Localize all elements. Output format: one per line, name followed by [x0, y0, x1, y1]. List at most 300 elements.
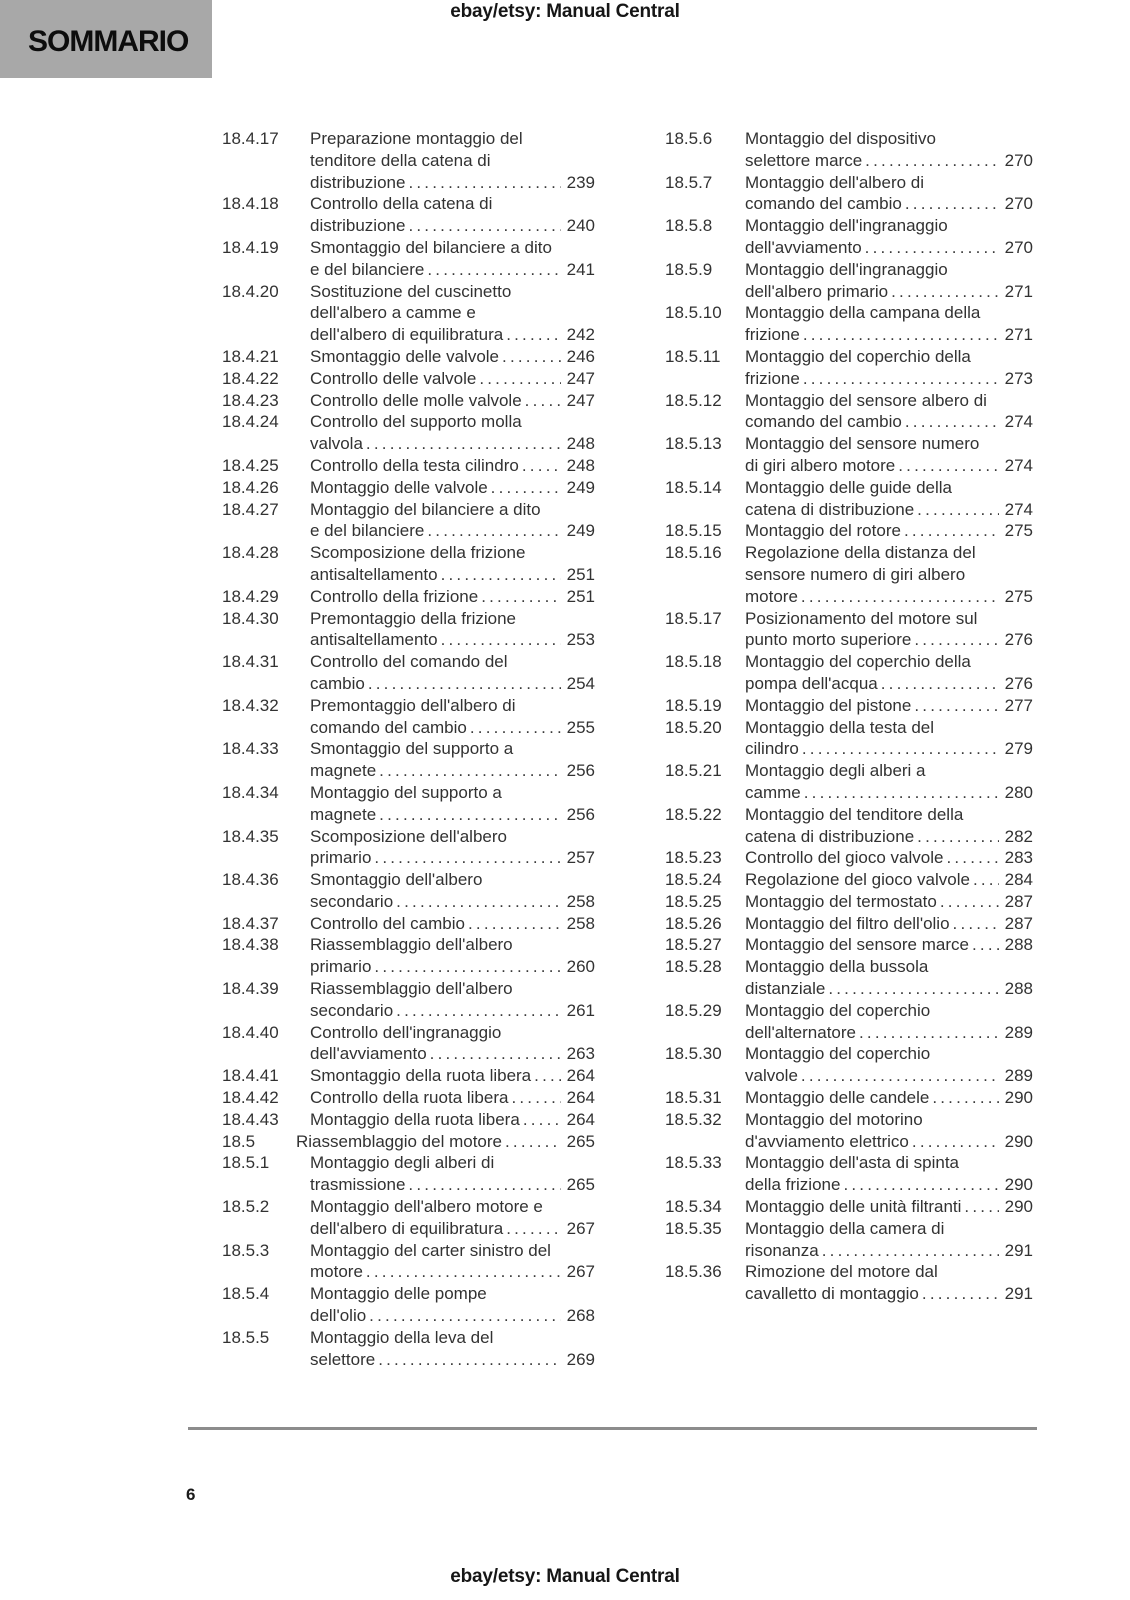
toc-entry-number: 18.5.1 [222, 1153, 270, 1173]
toc-title-text: distanziale [745, 979, 826, 999]
dot-leader [506, 1218, 561, 1240]
toc-entry-page: 247 [566, 390, 595, 410]
dot-leader [912, 1131, 999, 1153]
toc-entry-number: 18.4.25 [222, 455, 279, 475]
toc-column-right [665, 128, 1033, 1305]
toc-entry-number: 18.5.14 [665, 477, 722, 497]
dot-leader [525, 390, 561, 412]
toc-entry-title [310, 1283, 595, 1327]
toc-entry-page: 249 [566, 477, 595, 497]
toc-entry-page: 279 [1004, 739, 1033, 759]
toc-title-line: Montaggio del motorino [745, 1109, 923, 1129]
dot-leader [865, 237, 999, 259]
toc-title-line: Scomposizione dell'albero [310, 826, 507, 846]
toc-title-last-line [745, 738, 1033, 760]
toc-entry-page: 256 [566, 761, 595, 781]
toc-title-text: valvole [745, 1066, 798, 1086]
dot-leader [366, 1261, 561, 1283]
toc-entry-number: 18.5.11 [665, 346, 721, 366]
dot-leader [534, 1065, 561, 1087]
toc-entry [222, 1065, 595, 1087]
toc-entry-title [745, 1261, 1033, 1305]
toc-entry [222, 128, 595, 193]
toc-entry-title [310, 128, 595, 193]
dot-leader [408, 1174, 561, 1196]
toc-entry-page: 274 [1004, 499, 1033, 519]
dot-leader [914, 629, 999, 651]
toc-title-line: dell'albero a camme e [310, 303, 476, 323]
toc-entry-page: 264 [566, 1109, 595, 1129]
toc-entry-page: 256 [566, 804, 595, 824]
toc-entry-title [310, 913, 595, 935]
toc-entry [222, 411, 595, 455]
toc-entry-title [745, 1152, 1033, 1196]
footer-title: ebay/etsy: Manual Central [450, 1566, 680, 1587]
toc-entry-title [745, 259, 1033, 303]
toc-entry-page: 260 [566, 957, 595, 977]
toc-entry-number: 18.5.26 [665, 913, 722, 933]
toc-entry-number: 18.4.19 [222, 237, 279, 257]
toc-entry-title [310, 586, 595, 608]
toc-entry [665, 172, 1033, 216]
toc-entry-title [745, 847, 1033, 869]
toc-entry-page: 247 [566, 368, 595, 388]
toc-title-last-line [310, 1087, 595, 1109]
toc-title-last-line [745, 1131, 1033, 1153]
toc-entry [665, 1218, 1033, 1262]
toc-entry [665, 302, 1033, 346]
toc-entry-page: 251 [566, 564, 595, 584]
toc-title-last-line [745, 1283, 1033, 1305]
toc-title-text: Controllo delle valvole [310, 368, 477, 388]
toc-title-text: secondario [310, 891, 394, 911]
dot-leader [396, 1000, 561, 1022]
toc-entry-page: 269 [566, 1349, 595, 1369]
toc-entry [222, 1283, 595, 1327]
toc-title-line: Smontaggio del bilanciere a dito [310, 237, 552, 257]
toc-entry-number: 18.5.10 [665, 303, 722, 323]
toc-entry-number: 18.5.19 [665, 695, 722, 715]
toc-entry-number: 18.4.18 [222, 194, 279, 214]
toc-entry-title [310, 1109, 595, 1131]
dot-leader [441, 564, 561, 586]
toc-entry-page: 257 [566, 848, 595, 868]
toc-title-last-line [745, 150, 1033, 172]
toc-entry-page: 275 [1004, 586, 1033, 606]
toc-title-last-line [745, 193, 1033, 215]
toc-entry [665, 1196, 1033, 1218]
toc-title-last-line [745, 782, 1033, 804]
toc-entry-number: 18.5.8 [665, 216, 713, 236]
toc-title-line: Montaggio del coperchio [745, 1044, 931, 1064]
dot-leader [972, 934, 999, 956]
toc-entry [665, 913, 1033, 935]
toc-title-line: Preparazione montaggio del [310, 129, 523, 148]
toc-entry-number: 18.5.6 [665, 129, 713, 148]
toc-entry-page: 290 [1004, 1197, 1033, 1217]
toc-title-last-line [310, 390, 595, 412]
toc-entry-title [310, 455, 595, 477]
toc-entry-title [745, 172, 1033, 216]
toc-title-text: comando del cambio [310, 717, 467, 737]
dot-leader [408, 172, 561, 194]
toc-entry-page: 276 [1004, 630, 1033, 650]
toc-entry-title [745, 956, 1033, 1000]
dot-leader [802, 738, 999, 760]
toc-title-last-line [310, 433, 595, 455]
toc-entry-title [310, 477, 595, 499]
toc-entry [665, 651, 1033, 695]
toc-title-text: frizione [745, 325, 800, 345]
toc-entry-page: 268 [566, 1306, 595, 1326]
toc-title-line: Montaggio del bilanciere a dito [310, 499, 541, 519]
toc-entry-number: 18.4.20 [222, 281, 279, 301]
toc-entry [222, 738, 595, 782]
toc-entry-page: 273 [1004, 368, 1033, 388]
toc-entry-number: 18.4.30 [222, 608, 279, 628]
toc-entry-page: 240 [566, 216, 595, 236]
toc-title-text: comando del cambio [745, 412, 902, 432]
toc-title-line: Regolazione della distanza del [745, 543, 976, 563]
toc-title-last-line [310, 368, 595, 390]
toc-entry-title [310, 826, 595, 870]
toc-entry [665, 934, 1033, 956]
toc-title-last-line [310, 586, 595, 608]
dot-leader [804, 782, 999, 804]
toc-entry-title [310, 237, 595, 281]
dot-leader [953, 913, 999, 935]
toc-title-last-line [310, 913, 595, 935]
dot-leader [369, 1305, 561, 1327]
toc-title-line: sensore numero di giri albero [745, 564, 966, 584]
toc-title-last-line [745, 499, 1033, 521]
toc-entry-page: 265 [566, 1175, 595, 1195]
toc-entry [222, 1022, 595, 1066]
toc-title-line: Montaggio delle pompe [310, 1284, 487, 1304]
toc-title-text: Controllo della ruota libera [310, 1088, 509, 1108]
toc-title-text: antisaltellamento [310, 630, 438, 650]
dot-leader [881, 673, 999, 695]
toc-entry-title [310, 738, 595, 782]
dot-leader [506, 324, 561, 346]
toc-entry-title [745, 608, 1033, 652]
toc-entry-title [745, 1196, 1033, 1218]
toc-entry-title [745, 717, 1033, 761]
toc-title-last-line [296, 1131, 595, 1153]
dot-leader [379, 804, 561, 826]
toc-title-text: frizione [745, 368, 800, 388]
dot-leader [891, 281, 999, 303]
toc-title-last-line [310, 1000, 595, 1022]
toc-title-text: Montaggio del sensore marce [745, 935, 969, 955]
toc-entry [665, 259, 1033, 303]
toc-title-text: risonanza [745, 1240, 819, 1260]
toc-entry [222, 542, 595, 586]
toc-entry-title [745, 804, 1033, 848]
dot-leader [479, 368, 561, 390]
toc-entry-number: 18.5.29 [665, 1000, 722, 1020]
toc-title-line: Montaggio del tenditore della [745, 804, 964, 824]
toc-entry [222, 869, 595, 913]
page-number: 6 [186, 1485, 196, 1504]
toc-entry-number: 18.4.26 [222, 477, 279, 497]
toc-entry-number: 18.4.40 [222, 1022, 279, 1042]
toc-title-line: tenditore della catena di [310, 150, 491, 170]
toc-entry-page: 287 [1004, 891, 1033, 911]
toc-entry [222, 1109, 595, 1131]
toc-entry-page: 290 [1004, 1088, 1033, 1108]
toc-entry [665, 869, 1033, 891]
toc-entry-title [310, 499, 595, 543]
toc-title-last-line [310, 259, 595, 281]
toc-title-text: valvola [310, 434, 363, 454]
toc-title-line: Montaggio della testa del [745, 717, 935, 737]
toc-title-text: magnete [310, 761, 377, 781]
toc-title-last-line [310, 520, 595, 542]
toc-entry [222, 477, 595, 499]
toc-entry-page: 282 [1004, 826, 1033, 846]
toc-entry-page: 276 [1004, 673, 1033, 693]
toc-entry [665, 608, 1033, 652]
toc-entry-number: 18.4.22 [222, 368, 279, 388]
toc-entry-title [310, 608, 595, 652]
dot-leader [917, 499, 999, 521]
toc-entry-title [310, 651, 595, 695]
toc-title-text: dell'avviamento [310, 1044, 427, 1064]
toc-title-last-line [745, 1087, 1033, 1109]
toc-entry [665, 346, 1033, 390]
toc-entry-page: 248 [566, 455, 595, 475]
toc-entry-title [745, 695, 1033, 717]
toc-entry-number: 18.4.28 [222, 543, 279, 563]
toc-entry-number: 18.5.12 [665, 390, 722, 410]
toc-entry-page: 267 [566, 1218, 595, 1238]
toc-title-last-line [310, 324, 595, 346]
toc-title-line: Montaggio degli alberi di [310, 1153, 495, 1173]
toc-entry-number: 18.5.2 [222, 1197, 270, 1217]
toc-title-line: Montaggio dell'ingranaggio [745, 259, 948, 279]
toc-title-line: Montaggio degli alberi a [745, 761, 926, 781]
toc-entry-page: 277 [1004, 695, 1033, 715]
toc-entry-page: 241 [566, 259, 595, 279]
toc-title-line: Controllo del comando del [310, 652, 508, 672]
dot-leader [843, 1174, 999, 1196]
toc-entry [222, 608, 595, 652]
toc-entry-title [310, 1087, 595, 1109]
toc-entry-number: 18.4.43 [222, 1109, 279, 1129]
toc-title-last-line [745, 368, 1033, 390]
dot-leader [932, 1087, 999, 1109]
toc-title-text: dell'olio [310, 1306, 367, 1326]
toc-title-last-line [745, 978, 1033, 1000]
toc-entry-number: 18.4.39 [222, 979, 279, 999]
toc-title-last-line [310, 1349, 595, 1371]
toc-entry-number: 18.5.35 [665, 1218, 722, 1238]
toc-entry [222, 651, 595, 695]
toc-entry-title [745, 128, 1033, 172]
toc-title-last-line [310, 1218, 595, 1240]
toc-entry-number: 18.5.16 [665, 543, 722, 563]
toc-title-last-line [745, 324, 1033, 346]
toc-entry [222, 1196, 595, 1240]
toc-title-text: della frizione [745, 1175, 841, 1195]
toc-entry-page: 290 [1004, 1131, 1033, 1151]
dot-leader [917, 826, 999, 848]
toc-entry-title [310, 368, 595, 390]
toc-entry [222, 913, 595, 935]
toc-title-last-line [310, 717, 595, 739]
toc-entry-page: 271 [1004, 325, 1033, 345]
toc-entry-title [745, 1218, 1033, 1262]
toc-entry-title [745, 215, 1033, 259]
toc-column-left [222, 128, 595, 1370]
toc-entry [222, 1327, 595, 1371]
toc-entry-number: 18.5.22 [665, 804, 722, 824]
toc-entry-page: 264 [566, 1066, 595, 1086]
toc-title-text: dell'albero primario [745, 281, 889, 301]
toc-title-line: Riassemblaggio dell'albero [310, 979, 513, 999]
toc-entry [222, 368, 595, 390]
toc-entry-number: 18.5.30 [665, 1044, 722, 1064]
toc-entry-number: 18.5.15 [665, 521, 722, 541]
toc-title-line: Montaggio del carter sinistro del [310, 1240, 551, 1260]
toc-title-last-line [310, 847, 595, 869]
dot-leader [368, 673, 561, 695]
toc-title-last-line [745, 1065, 1033, 1087]
toc-entry-page: 289 [1004, 1066, 1033, 1086]
toc-entry [665, 542, 1033, 607]
toc-title-last-line [745, 1022, 1033, 1044]
toc-entry-number: 18.5.28 [665, 957, 722, 977]
toc-title-line: Montaggio della campana della [745, 303, 981, 323]
toc-title-text: primario [310, 957, 372, 977]
toc-entry-title [310, 542, 595, 586]
dot-leader [523, 1109, 561, 1131]
toc-entry-number: 18.5 [222, 1131, 256, 1151]
toc-entry-number: 18.5.23 [665, 848, 722, 868]
toc-title-last-line [310, 1261, 595, 1283]
toc-title-text: e del bilanciere [310, 259, 425, 279]
toc-entry-page: 249 [566, 521, 595, 541]
toc-entry-page: 248 [566, 434, 595, 454]
toc-title-line: Smontaggio del supporto a [310, 739, 514, 759]
toc-entry-number: 18.5.32 [665, 1109, 722, 1129]
toc-title-text: pompa dell'acqua [745, 673, 878, 693]
toc-title-last-line [310, 891, 595, 913]
toc-entry-page: 251 [566, 586, 595, 606]
toc-entry [222, 499, 595, 543]
toc-entry-title [310, 978, 595, 1022]
toc-entry-number: 18.4.29 [222, 586, 279, 606]
toc-title-line: Montaggio delle guide della [745, 477, 952, 497]
toc-title-line: Premontaggio della frizione [310, 608, 517, 628]
toc-entry [665, 1152, 1033, 1196]
toc-entry-page: 288 [1004, 979, 1033, 999]
toc-entry-title [745, 302, 1033, 346]
dot-leader [427, 520, 561, 542]
toc-title-line: Controllo dell'ingranaggio [310, 1022, 502, 1042]
toc-entry-number: 18.5.24 [665, 870, 722, 890]
toc-entry-number: 18.4.42 [222, 1088, 279, 1108]
toc-entry-page: 291 [1004, 1240, 1033, 1260]
toc-entry-title [745, 651, 1033, 695]
footer-divider [188, 1427, 1037, 1430]
toc-entry-number: 18.4.21 [222, 346, 279, 366]
toc-title-last-line [745, 695, 1033, 717]
toc-entry-page: 239 [566, 172, 595, 192]
toc-entry [222, 934, 595, 978]
dot-leader [898, 455, 999, 477]
toc-title-last-line [310, 1109, 595, 1131]
toc-title-last-line [745, 891, 1033, 913]
toc-title-line: Montaggio del sensore albero di [745, 390, 987, 410]
toc-entry-number: 18.5.34 [665, 1197, 722, 1217]
toc-entry-title [310, 281, 595, 346]
toc-entry-number: 18.5.36 [665, 1262, 722, 1282]
toc-title-last-line [310, 1065, 595, 1087]
dot-leader [408, 215, 561, 237]
toc-title-text: trasmissione [310, 1175, 406, 1195]
toc-title-text: Montaggio delle unità filtranti [745, 1197, 962, 1217]
toc-entry-title [310, 934, 595, 978]
toc-title-last-line [310, 629, 595, 651]
toc-entry-number: 18.4.27 [222, 499, 279, 519]
toc-title-text: dell'avviamento [745, 237, 862, 257]
toc-entry [222, 390, 595, 412]
dot-leader [859, 1022, 999, 1044]
toc-title-last-line [745, 629, 1033, 651]
toc-entry-page: 270 [1004, 150, 1033, 170]
toc-entry-number: 18.4.36 [222, 870, 279, 890]
toc-entry-title [310, 1152, 595, 1196]
toc-entry-page: 274 [1004, 412, 1033, 432]
toc-entry-number: 18.4.17 [222, 129, 279, 148]
toc-entry [222, 455, 595, 477]
toc-title-line: Montaggio del dispositivo [745, 129, 936, 148]
toc-title-text: Controllo del cambio [310, 913, 465, 933]
toc-title-line: Scomposizione della frizione [310, 543, 526, 563]
toc-title-text: Montaggio del rotore [745, 521, 901, 541]
toc-title-last-line [310, 673, 595, 695]
toc-entry [665, 433, 1033, 477]
toc-title-last-line [310, 564, 595, 586]
dot-leader [366, 433, 561, 455]
toc-entry-page: 265 [566, 1131, 595, 1151]
toc-title-line: Montaggio della leva del [310, 1327, 494, 1347]
toc-title-last-line [745, 1196, 1033, 1218]
toc-title-text: Montaggio del termostato [745, 891, 937, 911]
toc-entry-title [745, 477, 1033, 521]
toc-title-line: Montaggio dell'asta di spinta [745, 1153, 959, 1173]
toc-entry-title [310, 1196, 595, 1240]
toc-entry [665, 891, 1033, 913]
toc-title-text: dell'albero di equilibratura [310, 325, 504, 345]
toc-title-line: Montaggio del supporto a [310, 782, 502, 802]
header-title: ebay/etsy: Manual Central [450, 1, 680, 22]
dot-leader [940, 891, 999, 913]
toc-title-last-line [745, 1240, 1033, 1262]
toc-entry-number: 18.5.27 [665, 935, 722, 955]
toc-title-text: selettore marce [745, 150, 863, 170]
toc-entry [222, 281, 595, 346]
toc-entry-number: 18.5.17 [665, 608, 722, 628]
toc-entry-page: 242 [566, 325, 595, 345]
toc-entry-number: 18.4.31 [222, 652, 279, 672]
toc-title-line: Montaggio della camera di [745, 1218, 945, 1238]
toc-title-line: Posizionamento del motore sul [745, 608, 978, 628]
toc-entry [222, 826, 595, 870]
toc-title-line: Montaggio della bussola [745, 957, 929, 977]
